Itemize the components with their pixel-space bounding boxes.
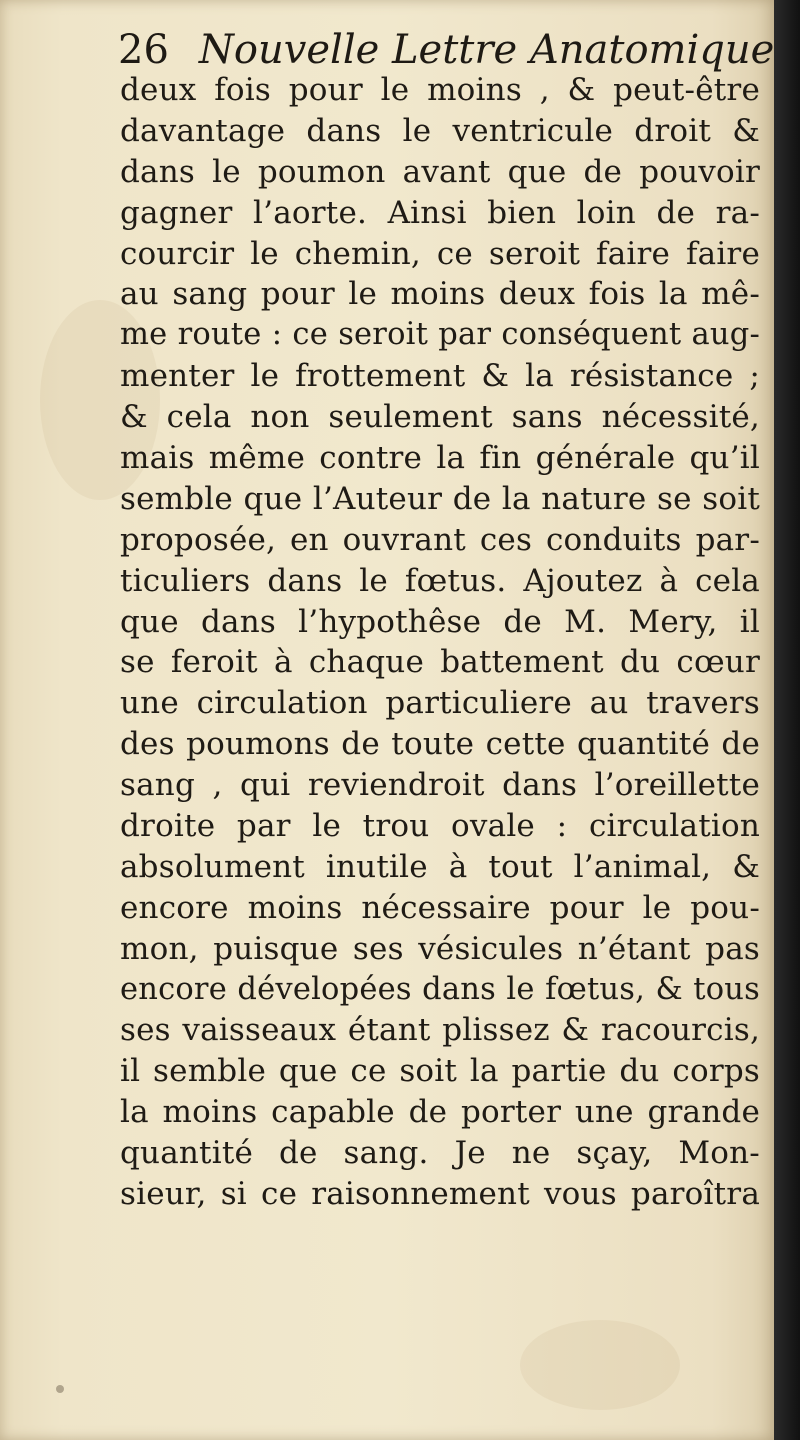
text-line: courcir le chemin, ce seroit faire faire [120,235,760,272]
text-line: droite par le trou ovale : circulation [120,808,760,845]
text-line: il semble que ce soit la partie du corps [120,1053,760,1090]
text-line: mon, puisque ses vésicules n’étant pas [120,930,760,967]
text-line: sang , qui reviendroit dans l’oreillette [120,767,760,804]
text-line: dans le poumon avant que de pouvoir [120,153,760,190]
text-line: semble que l’Auteur de la nature se soit [120,480,760,517]
text-line: menter le frottement & la résistance ; [120,358,760,395]
text-line: se feroit à chaque battement du cœur [120,644,760,681]
text-line: & cela non seulement sans nécessité, [120,399,760,436]
paper-stain [520,1320,680,1410]
body-text [120,70,760,1215]
running-title: Nouvelle Lettre Anatomique [198,27,775,73]
text-line: encore moins nécessaire pour le pou- [120,889,760,926]
text-line: absolument inutile à tout l’animal, & [120,848,760,885]
text-line: que dans l’hypothêse de M. Mery, il [120,603,760,640]
text-line: proposée, en ouvrant ces conduits par- [120,521,760,558]
text-line: me route : ce seroit par conséquent aug- [120,317,760,353]
page-number: 26 [118,27,169,73]
text-line: davantage dans le ventricule droit & [120,112,760,149]
text-line: gagner l’aorte. Ainsi bien loin de ra- [120,194,760,231]
text-line: des poumons de toute cette quantité de [120,726,760,763]
text-line: mais même contre la fin générale qu’il [120,440,760,477]
text-line: deux fois pour le moins , & peut-être [120,72,760,108]
text-line: ticuliers dans le fœtus. Ajoutez à cela [120,562,760,599]
text-line: quantité de sang. Je ne sçay, Mon- [120,1135,760,1172]
text-line: au sang pour le moins deux fois la mê- [120,276,760,313]
page-edge-shadow [774,0,800,1440]
text-line: la moins capable de porter une grande [120,1094,760,1131]
text-line: encore dévelopées dans le fœtus, & tous [120,971,760,1007]
ink-speck [56,1385,64,1393]
text-line: une circulation particuliere au travers [120,685,760,722]
text-line: ses vaisseaux étant plissez & racourcis, [120,1012,760,1049]
text-line: sieur, si ce raisonnement vous paroîtra [120,1176,760,1213]
